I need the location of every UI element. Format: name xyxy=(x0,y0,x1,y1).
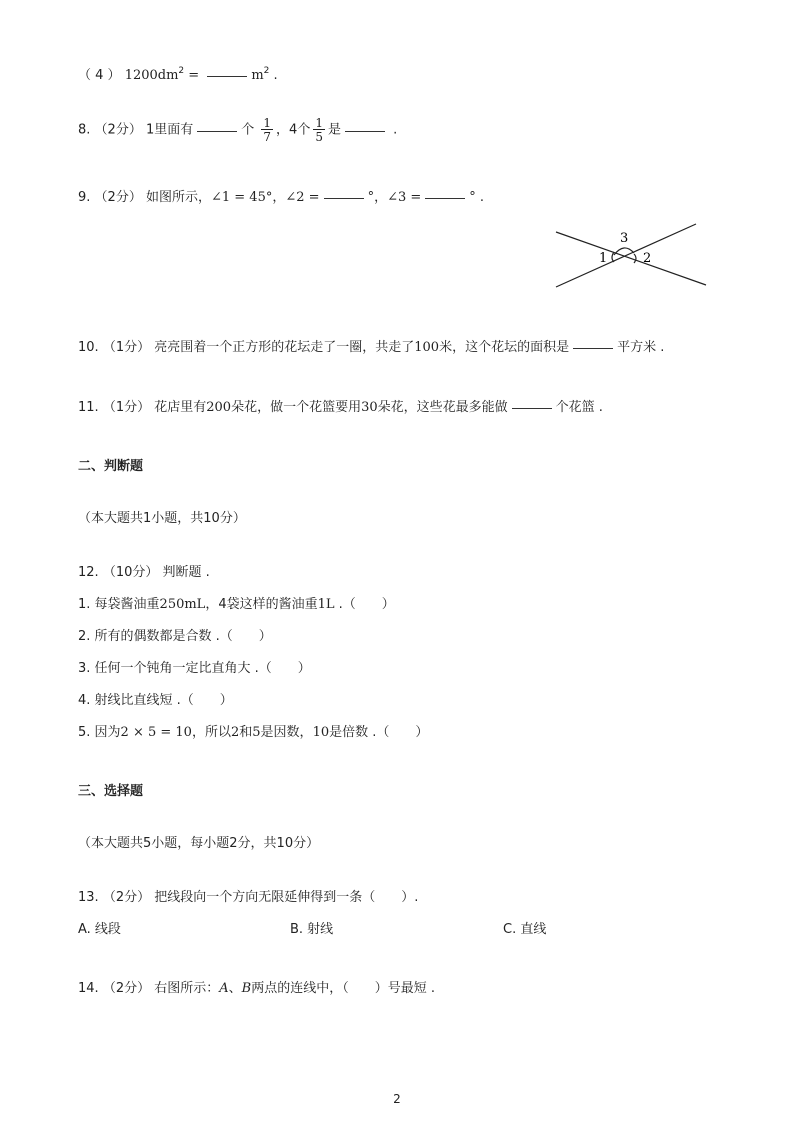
item-value: 1L xyxy=(317,597,335,612)
q-score: （2分） xyxy=(102,981,151,996)
q-number: 14. xyxy=(78,981,99,996)
item-value: 10 xyxy=(312,725,330,740)
answer-blank[interactable] xyxy=(512,407,552,409)
q-text: ， xyxy=(272,190,286,205)
angle-1: ∠1 = 45° xyxy=(210,190,273,205)
q-number: 11. xyxy=(78,400,99,415)
q-text: 、 xyxy=(228,981,242,996)
expr-exp: 2 xyxy=(178,66,185,76)
q4-sub-line xyxy=(78,64,278,83)
q-number: 13. xyxy=(78,890,99,905)
q-text: 右图所示： xyxy=(154,981,220,996)
q-value: 100 xyxy=(414,340,440,355)
answer-blank-1[interactable] xyxy=(324,197,364,199)
item-text: ，所以 xyxy=(191,725,231,740)
q-value: 200 xyxy=(206,400,232,415)
item-value: 5 xyxy=(252,725,261,740)
option-b[interactable]: B. 射线 xyxy=(290,922,334,937)
label-3: 3 xyxy=(620,231,629,246)
q-text: ° . xyxy=(469,190,485,205)
label-1: 1 xyxy=(599,251,608,266)
intersecting-lines-figure xyxy=(548,220,718,300)
judge-item-5[interactable] xyxy=(78,721,428,740)
expr-left: 1200dm xyxy=(124,68,179,83)
answer-blank[interactable] xyxy=(207,75,247,77)
q-text: 1里面有 xyxy=(145,122,194,138)
option-c[interactable]: C. 直线 xyxy=(503,922,547,937)
angle-arc-2 xyxy=(634,254,636,263)
q-number: 10. xyxy=(78,340,99,355)
q-score: （2分） xyxy=(94,122,142,138)
q-score: （2分） xyxy=(94,190,142,205)
question-10 xyxy=(78,336,664,355)
q-text: 米，这个花坛的面积是 xyxy=(439,340,570,355)
q-score: （2分） xyxy=(102,890,151,905)
end-mark: . xyxy=(269,68,278,83)
section-2-note: （本大题共1小题，共10分） xyxy=(78,511,246,526)
section-3-title: 三、选择题 xyxy=(78,784,144,799)
equals: = xyxy=(184,68,204,83)
question-8 xyxy=(78,117,397,143)
item-text: 是倍数 .（ ） xyxy=(329,725,429,740)
question-9 xyxy=(78,186,484,205)
q-text: 亮亮围着一个正方形的花坛走了一圈，共走了 xyxy=(154,340,415,355)
option-a[interactable]: A. 线段 xyxy=(78,922,121,937)
q-text: 朵花，做一个花篮要用 xyxy=(231,400,362,415)
point-a: A xyxy=(219,981,229,996)
q-text: 个 xyxy=(241,122,255,138)
q-text: 个花篮 . xyxy=(555,400,603,415)
q-text: 平方米 . xyxy=(617,340,665,355)
q-text: 两点的连线中，（ ）号最短 . xyxy=(251,981,435,996)
judge-item-1[interactable] xyxy=(78,593,395,612)
item-text: 是因数， xyxy=(260,725,313,740)
q-text: 如图所示， xyxy=(145,190,211,205)
point-b: B xyxy=(241,981,252,996)
answer-blank-2[interactable] xyxy=(345,130,385,132)
angle-3: ∠3 = xyxy=(387,190,422,205)
question-11 xyxy=(78,396,603,415)
unit-exp: 2 xyxy=(263,66,270,76)
label-2: 2 xyxy=(643,251,652,266)
judge-item-4[interactable]: 4. 射线比直线短 .（ ） xyxy=(78,693,233,708)
q-score: （1分） xyxy=(102,340,151,355)
q-text: 朵花，这些花最多能做 xyxy=(377,400,508,415)
item-value: 2 xyxy=(230,725,240,740)
frac-den: 7 xyxy=(263,130,272,144)
q-text: °， xyxy=(367,190,388,205)
item-expression: 2 × 5 = 10 xyxy=(120,725,192,740)
judge-item-2[interactable]: 2. 所有的偶数都是合数 .（ ） xyxy=(78,629,272,644)
item-text: 和 xyxy=(239,725,253,740)
section-3-note: （本大题共5小题，每小题2分，共10分） xyxy=(78,836,320,851)
q-score: （10分） xyxy=(102,565,159,580)
q-text: ，4个 xyxy=(276,122,311,138)
q-text: . xyxy=(388,122,398,138)
angle-2: ∠2 = xyxy=(285,190,320,205)
answer-blank-2[interactable] xyxy=(425,197,465,199)
question-13 xyxy=(78,886,418,905)
q-number: 9. xyxy=(78,190,91,205)
q-number: 8. xyxy=(78,122,91,138)
frac-num: 1 xyxy=(263,116,272,130)
q-score: （1分） xyxy=(102,400,151,415)
fraction-1-5 xyxy=(313,117,325,143)
frac-den: 5 xyxy=(315,130,323,144)
question-14 xyxy=(78,977,435,996)
q-text: 把线段向一个方向无限延伸得到一条（ ）. xyxy=(154,890,419,905)
q-text: 是 xyxy=(327,122,341,138)
page-number: 2 xyxy=(393,1092,401,1106)
item-text: 5. 因为 xyxy=(78,725,121,740)
frac-num: 1 xyxy=(315,116,323,130)
unit: m xyxy=(251,68,264,83)
q-text: 判断题 . xyxy=(162,565,210,580)
q-number: 12. xyxy=(78,565,99,580)
answer-blank-1[interactable] xyxy=(197,130,237,132)
q-text: 花店里有 xyxy=(154,400,207,415)
section-2-title: 二、判断题 xyxy=(78,459,144,474)
item-text: .（ ） xyxy=(334,597,395,612)
item-value: 250mL xyxy=(159,597,206,612)
judge-item-3[interactable]: 3. 任何一个钝角一定比直角大 .（ ） xyxy=(78,661,311,676)
q-value: 30 xyxy=(361,400,378,415)
item-text: ，4袋这样的酱油重 xyxy=(205,597,318,612)
question-12 xyxy=(78,561,210,580)
item-text: 1. 每袋酱油重 xyxy=(78,597,160,612)
sub-label: （ 4 ） xyxy=(78,68,121,83)
fraction-1-7 xyxy=(261,117,273,143)
answer-blank[interactable] xyxy=(573,347,613,349)
